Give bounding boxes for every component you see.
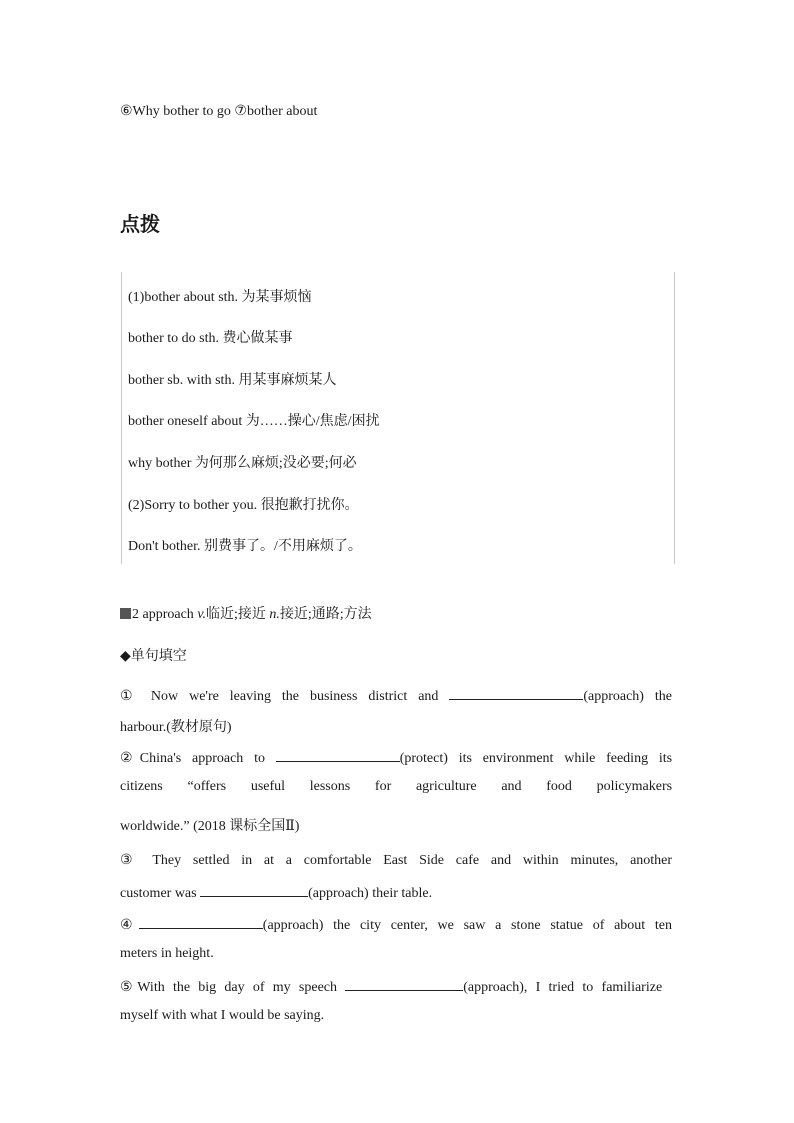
- tip-line: bother sb. with sth. 用某事麻烦某人: [128, 373, 337, 388]
- tip-line: Don't bother. 别费事了。/不用麻烦了。: [128, 539, 362, 554]
- tip-line: why bother 为何那么麻烦;没必要;何必: [128, 456, 357, 471]
- question-3-line-2: customer was (approach) their table.: [120, 883, 432, 902]
- tip-line: bother oneself about 为……操心/焦虑/困扰: [128, 414, 380, 429]
- question-4-line-2: meters in height.: [120, 946, 214, 961]
- question-2-line-3: worldwide.” (2018 课标全国Ⅱ): [120, 819, 300, 834]
- answer-blank[interactable]: [200, 883, 308, 897]
- tip-line: (1)bother about sth. 为某事烦恼: [128, 290, 312, 305]
- question-4-line-1: ④ (approach) the city center, we saw a stone statue of about ten: [120, 915, 672, 934]
- previous-answers: ⑥Why bother to go ⑦bother about: [120, 104, 318, 119]
- tips-heading: 点拨: [120, 212, 160, 236]
- square-bullet-icon: [120, 608, 131, 619]
- pos-verb: v.: [197, 607, 206, 622]
- tips-box: [121, 272, 675, 564]
- answer-blank[interactable]: [276, 748, 400, 762]
- meaning-verb: 临近;接近: [206, 607, 270, 622]
- answer-blank[interactable]: [139, 915, 263, 929]
- answer-blank[interactable]: [345, 977, 463, 991]
- tip-line: bother to do sth. 费心做某事: [128, 331, 293, 346]
- pos-noun: n.: [269, 607, 280, 622]
- tip-line: (2)Sorry to bother you. 很抱歉打扰你。: [128, 498, 359, 513]
- vocab-entry: [120, 606, 372, 624]
- question-1-line-2: harbour.(教材原句): [120, 720, 232, 735]
- section-title: ◆单句填空: [120, 649, 187, 664]
- entry-word: approach: [139, 607, 198, 622]
- answer-blank[interactable]: [449, 686, 583, 700]
- question-5-line-1: ⑤With the big day of my speech (approach), I tried to familiarize: [120, 977, 662, 996]
- meaning-noun: 接近;通路;方法: [279, 607, 372, 622]
- question-2-line-1: ②China's approach to (protect) its environment while feeding its: [120, 748, 672, 767]
- entry-number: 2: [132, 607, 139, 622]
- question-5-line-2: myself with what I would be saying.: [120, 1008, 325, 1023]
- question-3-line-1: ③ They settled in at a comfortable East Side cafe and within minutes, another: [120, 853, 673, 868]
- question-1-line-1: ① Now we're leaving the business district and (approach) the: [120, 686, 672, 705]
- question-2-line-2: citizens “offers useful lessons for agriculture and food policymakers: [120, 779, 673, 794]
